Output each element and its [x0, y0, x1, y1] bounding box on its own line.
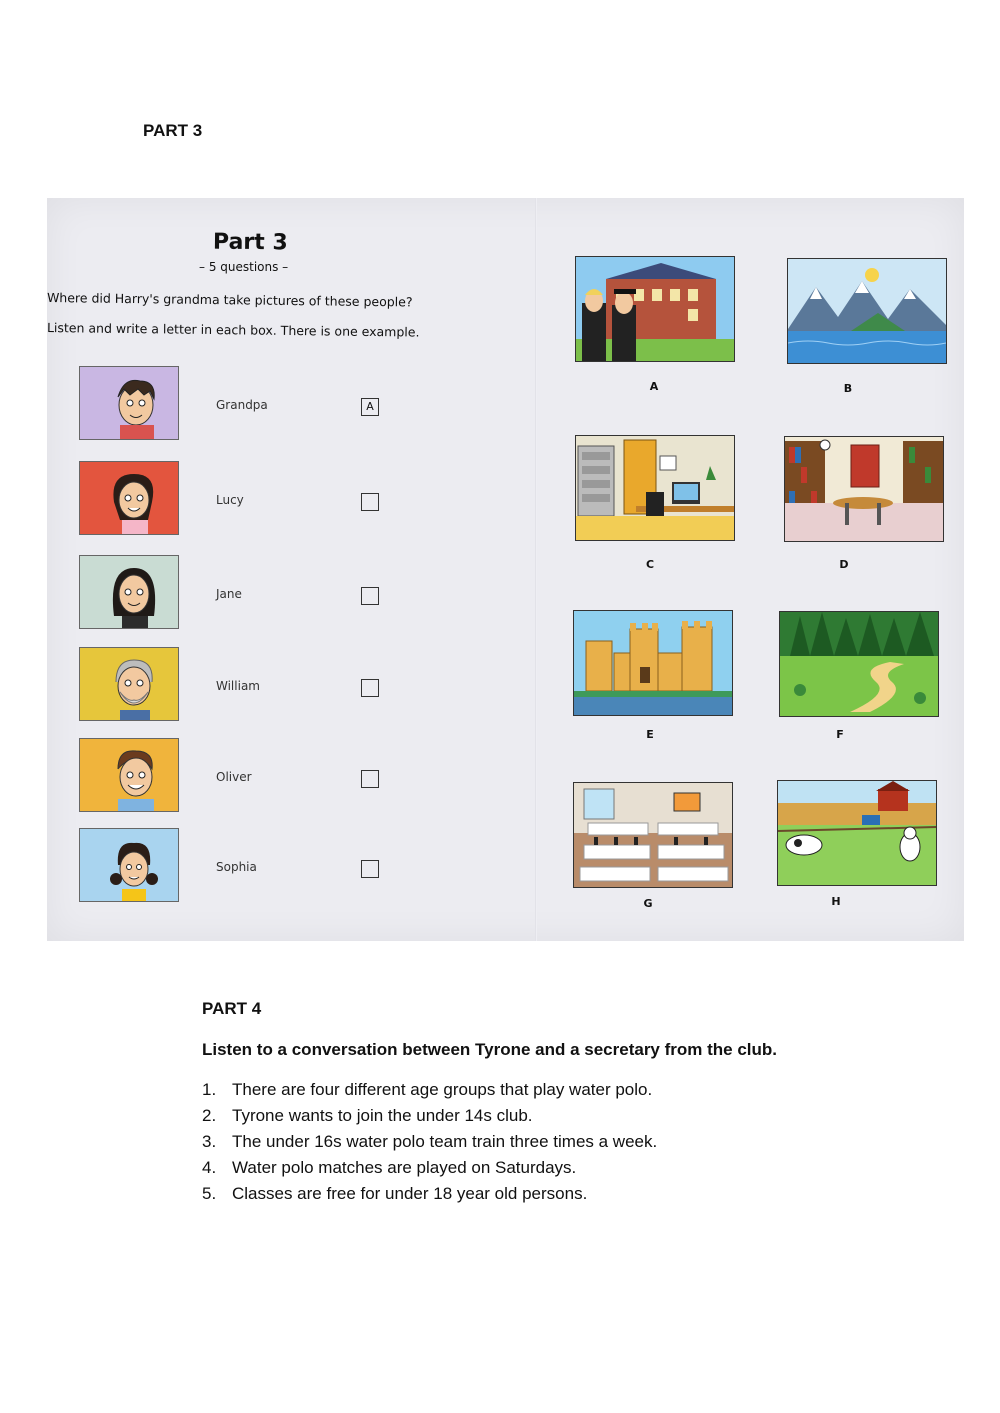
person-name: Oliver — [216, 770, 252, 784]
part4-statement-list — [202, 1077, 657, 1207]
person-name: Jane — [216, 587, 242, 601]
worksheet-photo — [47, 198, 964, 941]
part4-instruction: Listen to a conversation between Tyrone and a secretary from the club. — [202, 1040, 778, 1059]
scene-letter-b: B — [843, 382, 853, 395]
portrait-sophia — [79, 828, 179, 902]
person-name: Lucy — [216, 493, 244, 507]
scene-forest — [779, 611, 939, 717]
page-fold — [535, 198, 537, 941]
statement-text: Classes are free for under 18 year old persons. — [232, 1184, 588, 1203]
worksheet-subtitle: – 5 questions – — [199, 260, 289, 274]
scene-letter-a: A — [649, 380, 659, 393]
portrait-lucy — [79, 461, 179, 535]
statement-item — [202, 1155, 657, 1181]
scene-school — [575, 256, 735, 362]
scene-farm — [777, 780, 937, 886]
scene-office — [575, 435, 735, 541]
person-name: Grandpa — [216, 398, 268, 412]
person-row-lucy — [79, 461, 399, 535]
person-name: William — [216, 679, 260, 693]
answer-box[interactable] — [361, 770, 379, 788]
scene-letter-d: D — [839, 558, 849, 571]
statement-number: 5. — [202, 1184, 217, 1203]
statement-number: 1. — [202, 1080, 217, 1099]
statement-item — [202, 1103, 657, 1129]
scene-letter-h: H — [831, 895, 841, 908]
scene-castle — [573, 610, 733, 716]
part4-heading: PART 4 — [202, 999, 262, 1018]
portrait-jane — [79, 555, 179, 629]
portrait-grandpa — [79, 366, 179, 440]
portrait-william — [79, 647, 179, 721]
worksheet-instruction-1: Where did Harry's grandma take pictures of these people? — [47, 290, 413, 310]
statement-item — [202, 1077, 657, 1103]
scene-letter-e: E — [646, 728, 654, 741]
answer-box[interactable] — [361, 860, 379, 878]
scene-library — [784, 436, 944, 542]
scene-letter-f: F — [836, 728, 844, 741]
scene-letter-c: C — [645, 558, 655, 571]
statement-text: Tyrone wants to join the under 14s club. — [232, 1106, 533, 1125]
worksheet-title: Part 3 — [212, 229, 288, 256]
answer-box[interactable]: A — [361, 398, 379, 416]
statement-number: 4. — [202, 1158, 217, 1177]
answer-box[interactable] — [361, 493, 379, 511]
statement-item — [202, 1181, 657, 1207]
part3-heading: PART 3 — [143, 121, 203, 140]
worksheet-instruction-2: Listen and write a letter in each box. There is one example. — [47, 320, 420, 340]
person-name: Sophia — [216, 860, 257, 874]
statement-item — [202, 1129, 657, 1155]
person-row-william — [79, 647, 399, 721]
person-row-grandpa — [79, 366, 399, 440]
portrait-oliver — [79, 738, 179, 812]
answer-box[interactable] — [361, 587, 379, 605]
statement-text: There are four different age groups that play water polo. — [232, 1080, 653, 1099]
person-row-jane — [79, 555, 399, 629]
statement-number: 3. — [202, 1132, 217, 1151]
person-row-oliver — [79, 738, 399, 812]
statement-text: The under 16s water polo team train three times a week. — [232, 1132, 658, 1151]
answer-box[interactable] — [361, 679, 379, 697]
scene-letter-g: G — [643, 897, 653, 910]
statement-number: 2. — [202, 1106, 217, 1125]
person-row-sophia — [79, 828, 399, 902]
scene-mountains-lake — [787, 258, 947, 364]
statement-text: Water polo matches are played on Saturdays. — [232, 1158, 577, 1177]
scene-restaurant — [573, 782, 733, 888]
